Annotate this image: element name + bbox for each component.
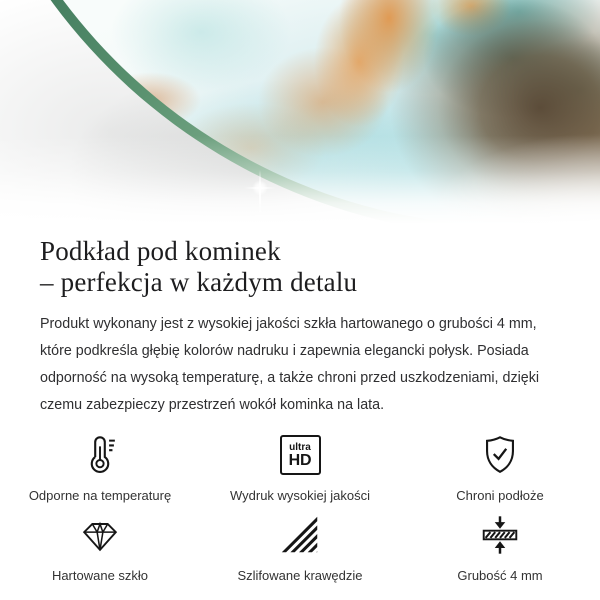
feature-icon-wrap [77,431,123,479]
feature-label: Wydruk wysokiej jakości [229,488,371,503]
feature-icon-wrap [280,431,321,479]
feature-thickness [400,511,600,583]
feature-protects-floor [400,431,600,503]
diamond-icon [77,512,123,558]
title-line-2: – perfekcja w każdym detalu [40,267,358,297]
thickness-4mm-icon [477,512,523,558]
feature-label: Szlifowane krawędzie [237,568,363,583]
page-title [40,236,560,298]
shield-check-icon [477,432,523,478]
sparkle-core [252,180,268,196]
product-photo [0,0,600,226]
feature-icon-wrap [477,431,523,479]
polished-edges-icon [277,512,323,558]
ultra-hd-icon [280,435,321,475]
content-section [0,236,600,583]
product-description: Produkt wykonany jest z wysokiej jakości szkła hartowanego o grubości 4 mm, które podkreśla głębię kolorów nadruku i zapewnia elegancki połysk. Posiada odporność na wysoką temperaturę, a także chroni przed uszkodzeniami, dzięki czemu zabezpieczy przestrzeń wokół kominka na lata. [40,316,540,413]
ultra-hd-icon-text-top: ultra [289,441,311,453]
thermometer-icon [77,432,123,478]
feature-icon-wrap [77,511,123,559]
feature-heat-resistant [0,431,200,503]
feature-print-quality [200,431,400,503]
feature-icon-wrap [277,511,323,559]
feature-tempered-glass [0,511,200,583]
feature-label: Chroni podłoże [456,488,544,503]
feature-icon-wrap [477,511,523,559]
features-grid [0,431,600,583]
feature-label: Odporne na temperaturę [28,488,172,503]
feature-label: Hartowane szkło [51,568,149,583]
title-line-1: Podkład pod kominek [40,236,281,266]
feature-label: Grubość 4 mm [457,568,543,583]
feature-polished-edges [200,511,400,583]
ultra-hd-icon-text-bottom: HD [288,451,312,469]
